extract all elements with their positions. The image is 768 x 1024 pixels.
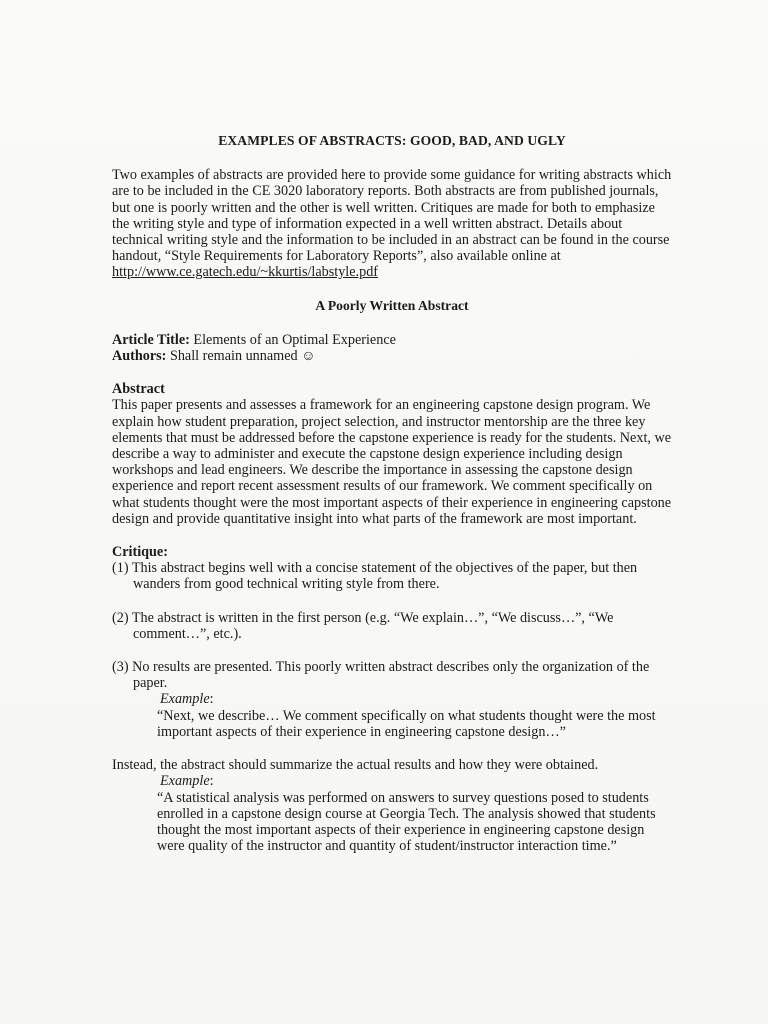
example-text-2: “A statistical analysis was performed on answers to survey questions posed to students enrolled in a capstone design course at Georgia Tech. The analysis showed that students thought the most important aspects of their experience in engineering capstone design were quality of the instructor and quantity of student/instructor interaction time.” bbox=[157, 789, 656, 855]
article-title-value: Elements of an Optimal Experience bbox=[189, 331, 396, 348]
labstyle-link[interactable]: http://www.ce.gatech.edu/~kkurtis/labstyle.pdf bbox=[112, 264, 379, 281]
example-block-2 bbox=[112, 773, 672, 854]
abstract-text: This paper presents and assesses a framework for an engineering capstone design program. We explain how student preparation, project selection, and instructor mentorship are the three key elements that must be addressed before the capstone experience is ready for the students. Next, we describe a way to administer and execute the capstone design experience including design workshops and lead engineers. We describe the importance in assessing the capstone design experience and report recent assessment results of our framework. We comment specifically on what students thought were the most important aspects of their experience in engineering capstone design and provide quantitative insight into what parts of the framework are most important. bbox=[112, 397, 672, 527]
article-title-line bbox=[112, 332, 672, 348]
article-title-label: Article Title: bbox=[112, 331, 190, 348]
critique-item-3: (3) No results are presented. This poorly written abstract describes only the organization of the paper. bbox=[112, 659, 650, 692]
authors-value: Shall remain unnamed ☺ bbox=[166, 348, 316, 365]
example-block-1 bbox=[112, 691, 672, 740]
example-label-line-1: Example: bbox=[157, 691, 672, 707]
abstract-heading: Abstract bbox=[112, 381, 165, 398]
critique-heading: Critique: bbox=[112, 544, 168, 561]
example-label-1: Example bbox=[160, 691, 210, 708]
document-content bbox=[112, 133, 672, 854]
critique-item-1: (1) This abstract begins well with a concise statement of the objectives of the paper, but then wanders from good technical writing style from there. bbox=[112, 560, 638, 593]
example-label-line-2: Example: bbox=[157, 773, 672, 789]
intro-text: Two examples of abstracts are provided here to provide some guidance for writing abstracts which are to be included in the CE 3020 laboratory reports. Both abstracts are from published journals, but one is poorly written and the other is well written. Critiques are made for both to emphasize the writing style and type of information expected in a well written abstract. Details about technical writing style and the information to be included in an abstract can be found in the course handout, “Style Requirements for Laboratory Reports”, also available online at bbox=[112, 167, 672, 265]
example-text-1: “Next, we describe… We comment specifically on what students thought were the most important aspects of their experience in engineering capstone design…” bbox=[157, 707, 656, 740]
authors-line bbox=[112, 348, 672, 364]
instead-paragraph: Instead, the abstract should summarize the actual results and how they were obtained. bbox=[112, 757, 599, 774]
authors-label: Authors: bbox=[112, 348, 167, 365]
example-label-2: Example bbox=[160, 773, 210, 790]
intro-paragraph bbox=[112, 167, 672, 280]
document-title: EXAMPLES OF ABSTRACTS: GOOD, BAD, AND UGLY bbox=[218, 133, 566, 148]
section-heading-poorly-written: A Poorly Written Abstract bbox=[315, 297, 469, 313]
critique-item-2: (2) The abstract is written in the first person (e.g. “We explain…”, “We discuss…”, “We comment…”, etc.). bbox=[112, 609, 614, 642]
